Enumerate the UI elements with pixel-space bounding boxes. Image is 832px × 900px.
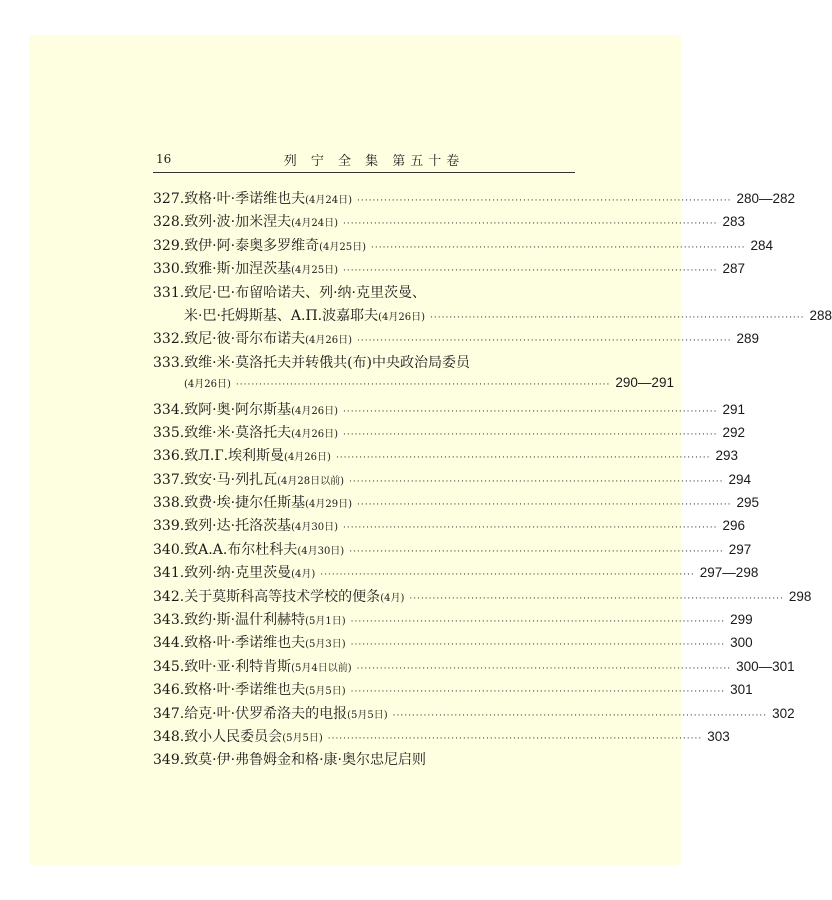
entry-title: 致维·米·莫洛托夫并转俄共(布)中央政治局委员	[184, 354, 471, 371]
toc-entry[interactable]	[153, 282, 576, 305]
toc-entry[interactable]	[153, 422, 746, 445]
entry-number: 338	[153, 495, 180, 512]
entry-date-note: (4月30日)	[297, 545, 345, 557]
entry-number: 340	[153, 541, 180, 558]
entry-date-note: (4月26日)	[291, 428, 338, 440]
entry-date-note: (5月3日)	[305, 639, 346, 651]
dot-leader: ·································································································	[356, 500, 732, 511]
entry-number: 337	[153, 471, 180, 488]
toc-entry-heading: 340.致A.A.布尔杜科夫(4月30日)	[153, 541, 345, 558]
entry-title: 致约·斯·温什利赫特	[184, 612, 306, 629]
toc-entry-heading: 349.致莫·伊·弗鲁姆金和格·康·奥尔忠尼启则	[153, 752, 426, 769]
entry-page: 287	[722, 261, 746, 277]
entry-number: 341	[153, 565, 180, 582]
table-of-contents	[153, 188, 832, 773]
toc-entry[interactable]	[153, 188, 796, 211]
entry-date-note: (4月29日)	[305, 499, 352, 511]
toc-entry-continuation-text	[184, 305, 425, 325]
entry-date-note: (4月26日)	[291, 405, 338, 417]
entry-date-note: (4月26日)	[305, 335, 352, 347]
entry-number: 332	[153, 331, 180, 348]
toc-entry[interactable]	[153, 211, 746, 234]
dot-leader: ·································································································	[370, 242, 746, 253]
entry-title-continued: 米·巴·托姆斯基、A.П.波嘉耶夫	[184, 307, 379, 324]
toc-entry[interactable]	[153, 492, 760, 515]
toc-entry-heading: 342.关于莫斯科高等技术学校的便条(4月)	[153, 588, 405, 605]
entry-title: 致列·达·托洛茨基	[184, 518, 292, 535]
entry-number: 336	[153, 448, 180, 465]
toc-entry[interactable]	[153, 328, 760, 351]
toc-entry-continuation[interactable]	[153, 305, 832, 328]
toc-entry-continuation[interactable]	[153, 375, 674, 398]
toc-entry[interactable]	[153, 352, 576, 375]
toc-entry-heading: 341.致列·纳·克里茨曼(4月)	[153, 565, 316, 582]
dot-leader: ·································································································	[342, 429, 718, 440]
entry-page: 301	[730, 682, 753, 698]
dot-leader: ·································································································	[356, 663, 732, 674]
entry-page: 297	[728, 541, 752, 557]
toc-entry-heading: 346.致格·叶·季诺维也夫(5月5日)	[153, 682, 346, 699]
entry-number: 330	[153, 261, 180, 278]
toc-entry-heading: 334.致阿·奥·阿尔斯基(4月26日)	[153, 401, 338, 418]
dot-leader: ·································································································	[409, 593, 784, 604]
entry-number: 335	[153, 424, 180, 441]
entry-number: 329	[153, 237, 180, 254]
entry-number: 327	[153, 191, 180, 207]
entry-date-note: (5月1日)	[305, 616, 346, 628]
entry-page: 280—282	[736, 191, 796, 206]
dot-leader: ·································································································	[342, 266, 718, 277]
toc-entry[interactable]	[153, 235, 774, 258]
toc-entry-heading: 331.致尼·巴·布留哈诺夫、列·纳·克里茨曼、	[153, 284, 426, 301]
header-rule	[153, 172, 575, 173]
entry-title: 致A.A.布尔杜科夫	[184, 541, 298, 558]
dot-leader: ·································································································	[235, 380, 611, 391]
entry-title: 致格·叶·季诺维也夫	[184, 682, 306, 699]
entry-date-note: (4月)	[380, 592, 405, 604]
toc-entry[interactable]	[153, 399, 746, 422]
entry-page: 290—291	[615, 375, 674, 391]
entry-page: 299	[730, 612, 753, 628]
page-number: 16	[156, 152, 172, 166]
dot-leader: ·································································································	[342, 219, 718, 230]
entry-title: 致尼·彼·哥尔布诺夫	[184, 331, 306, 348]
entry-title: 致Л.Г.埃利斯曼	[184, 448, 285, 465]
entry-title: 致格·叶·季诺维也夫	[184, 191, 306, 207]
toc-entry[interactable]	[153, 703, 795, 726]
entry-page: 302	[772, 705, 795, 721]
dot-leader: ·································································································	[342, 523, 718, 534]
entry-page: 284	[750, 237, 774, 253]
toc-entry-heading: 336.致Л.Г.埃利斯曼(4月26日)	[153, 448, 331, 465]
entry-title: 致格·叶·季诺维也夫	[184, 635, 306, 652]
entry-page: 300—301	[736, 658, 795, 674]
toc-entry[interactable]	[153, 539, 752, 562]
entry-title: 致莫·伊·弗鲁姆金和格·康·奥尔忠尼启则	[184, 752, 426, 769]
toc-entry[interactable]	[153, 726, 730, 749]
entry-number: 343	[153, 612, 180, 629]
dot-leader: ·································································································	[320, 570, 695, 581]
entry-title: 致费·埃·捷尔任斯基	[184, 495, 306, 512]
dot-leader: ·································································································	[356, 336, 732, 347]
toc-entry-heading: 339.致列·达·托洛茨基(4月30日)	[153, 518, 338, 535]
entry-number: 345	[153, 658, 180, 675]
toc-entry[interactable]	[153, 679, 753, 702]
toc-entry[interactable]	[153, 515, 746, 538]
toc-entry-heading: 335.致维·米·莫洛托夫(4月26日)	[153, 424, 338, 441]
toc-entry-heading: 329.致伊·阿·泰奥多罗维奇(4月25日)	[153, 237, 366, 254]
entry-title: 致维·米·莫洛托夫	[184, 424, 292, 441]
entry-page: 289	[736, 331, 760, 347]
entry-date-note: (4月26日)	[284, 452, 331, 464]
entry-title: 致尼·巴·布留哈诺夫、列·纳·克里茨曼、	[184, 284, 426, 301]
entry-number: 346	[153, 682, 180, 699]
dot-leader: ·································································································	[350, 640, 726, 651]
entry-title: 致安·马·列扎瓦	[184, 471, 278, 488]
dot-leader: ·································································································	[349, 546, 724, 557]
toc-entry[interactable]	[153, 258, 746, 281]
toc-entry[interactable]	[153, 632, 753, 655]
entry-page: 293	[715, 448, 738, 464]
toc-entry[interactable]	[153, 562, 759, 585]
entry-number: 339	[153, 518, 180, 535]
toc-entry-heading: 328.致列·波·加米涅夫(4月24日)	[153, 214, 338, 231]
entry-number: 333	[153, 354, 180, 371]
toc-entry[interactable]	[153, 586, 812, 609]
toc-entry[interactable]	[153, 469, 752, 492]
entry-date-note: (4月24日)	[291, 218, 338, 230]
toc-entry-heading: 330.致雅·斯·加涅茨基(4月25日)	[153, 261, 338, 278]
entry-title: 致小人民委员会	[184, 728, 283, 745]
toc-entry[interactable]	[153, 656, 795, 679]
running-header	[153, 150, 575, 170]
entry-number: 331	[153, 284, 180, 301]
entry-page: 295	[736, 495, 760, 511]
dot-leader: ·································································································	[392, 710, 768, 721]
toc-entry[interactable]	[153, 609, 753, 632]
entry-title: 致雅·斯·加涅茨基	[184, 261, 292, 278]
entry-page: 292	[722, 424, 746, 440]
toc-entry-heading: 333.致维·米·莫洛托夫并转俄共(布)中央政治局委员	[153, 354, 471, 371]
entry-page: 303	[707, 728, 730, 744]
entry-number: 347	[153, 705, 180, 722]
toc-entry-heading: 338.致费·埃·捷尔任斯基(4月29日)	[153, 495, 352, 512]
toc-entry-heading: 347.给克·叶·伏罗希洛夫的电报(5月5日)	[153, 705, 388, 722]
entry-title: 致叶·亚·利特肯斯	[184, 658, 292, 675]
entry-number: 328	[153, 214, 180, 231]
entry-page: 296	[722, 518, 746, 534]
entry-title: 关于莫斯科高等技术学校的便条	[184, 588, 381, 605]
entry-title: 致阿·奥·阿尔斯基	[184, 401, 292, 418]
entry-page: 288	[809, 307, 832, 323]
toc-entry-heading: 337.致安·马·列扎瓦(4月28日以前)	[153, 471, 344, 488]
entry-number: 334	[153, 401, 180, 418]
entry-date-note: (5月5日)	[305, 686, 346, 698]
entry-date-note: (5月5日)	[282, 732, 323, 744]
entry-page: 283	[722, 214, 746, 230]
toc-entry-continuation-text	[184, 375, 231, 391]
toc-entry[interactable]	[153, 749, 576, 772]
entry-date-note: (4月)	[291, 569, 316, 581]
dot-leader: ·································································································	[348, 476, 724, 487]
entry-title: 致伊·阿·泰奥多罗维奇	[184, 237, 320, 254]
entry-number: 344	[153, 635, 180, 652]
entry-page: 297—298	[699, 565, 759, 581]
toc-entry-heading: 343.致约·斯·温什利赫特(5月1日)	[153, 612, 346, 629]
entry-date-note: (5月4日以前)	[291, 662, 352, 674]
running-title: 列 宁 全 集 第五十卷	[283, 154, 465, 169]
entry-date-note: (4月26日)	[184, 379, 231, 391]
dot-leader: ·································································································	[335, 453, 711, 464]
dot-leader: ·································································································	[342, 406, 718, 417]
entry-date-note: (5月5日)	[347, 709, 388, 721]
entry-title: 致列·纳·克里茨曼	[184, 565, 292, 582]
toc-entry-heading: 348.致小人民委员会(5月5日)	[153, 728, 323, 745]
entry-title: 给克·叶·伏罗希洛夫的电报	[184, 705, 348, 722]
entry-page: 298	[788, 588, 812, 604]
dot-leader: ·································································································	[327, 733, 703, 744]
dot-leader: ·································································································	[356, 196, 732, 206]
entry-title: 致列·波·加米涅夫	[184, 214, 292, 231]
dot-leader: ·································································································	[350, 617, 726, 628]
entry-page: 291	[722, 401, 746, 417]
entry-date-note: (4月28日以前)	[277, 475, 344, 487]
toc-entry-heading: 345.致叶·亚·利特肯斯(5月4日以前)	[153, 658, 352, 675]
entry-page: 294	[728, 471, 752, 487]
toc-entry-heading: 344.致格·叶·季诺维也夫(5月3日)	[153, 635, 346, 652]
entry-date-note: (4月25日)	[319, 241, 366, 253]
dot-leader: ·································································································	[430, 312, 805, 323]
entry-page: 300	[730, 635, 753, 651]
toc-entry[interactable]	[153, 445, 738, 468]
toc-entry-heading: 332.致尼·彼·哥尔布诺夫(4月26日)	[153, 331, 352, 348]
entry-number: 349	[153, 752, 180, 769]
entry-number: 348	[153, 728, 180, 745]
entry-date-note: (4月26日)	[378, 311, 426, 323]
entry-date-note: (4月25日)	[291, 265, 338, 277]
toc-entry-heading: 327.致格·叶·季诺维也夫(4月24日)	[153, 191, 352, 207]
entry-date-note: (4月24日)	[305, 195, 352, 206]
entry-number: 342	[153, 588, 180, 605]
dot-leader: ·································································································	[350, 687, 726, 698]
entry-date-note: (4月30日)	[291, 522, 338, 534]
